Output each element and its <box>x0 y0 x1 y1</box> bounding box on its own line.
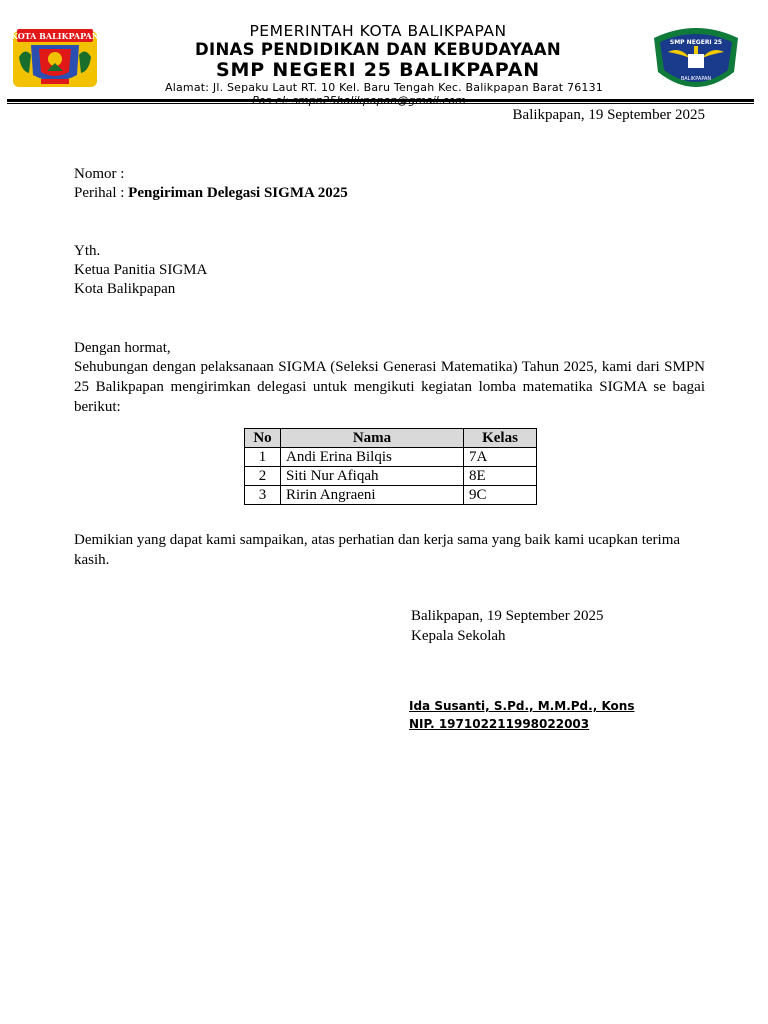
recipient-title: Ketua Panitia SIGMA <box>74 262 208 278</box>
department-name: DINAS PENDIDIKAN DAN KEBUDAYAAN <box>195 40 561 59</box>
signature-position: Kepala Sekolah <box>411 628 506 644</box>
table-header-row <box>245 429 537 448</box>
closing-paragraph: Demikian yang dapat kami sampaikan, atas perhatian dan kerja sama yang baik kami ucapkan terima kasih. <box>74 532 681 568</box>
cell-no: 3 <box>245 486 281 505</box>
header-nama: Nama <box>281 429 464 448</box>
city-crest-icon <box>11 27 99 89</box>
letterhead-rule-thin <box>7 103 754 104</box>
perihal-value: Pengiriman Delegasi SIGMA 2025 <box>128 185 348 201</box>
perihal-line <box>74 184 348 203</box>
signature-name: Ida Susanti, S.Pd., M.M.Pd., Kons <box>409 699 635 713</box>
signature-date: Balikpapan, 19 September 2025 <box>411 608 604 624</box>
delegation-table <box>244 428 537 505</box>
cell-nama: Ririn Angraeni <box>281 486 464 505</box>
nomor-line <box>74 165 124 184</box>
city-crest-label: KOTA BALIKPAPAN <box>11 31 99 41</box>
letterhead-rule-thick <box>7 99 754 102</box>
cell-nama: Siti Nur Afiqah <box>281 467 464 486</box>
letter-date: Balikpapan, 19 September 2025 <box>512 107 705 123</box>
signature-nip: NIP. 197102211998022003 <box>409 717 590 731</box>
school-emblem-sublabel: BALIKPAPAN <box>680 76 712 82</box>
school-address: Alamat: Jl. Sepaku Laut RT. 10 Kel. Baru Tengah Kec. Balikpapan Barat 76131 <box>164 81 603 94</box>
recipient-location: Kota Balikpapan <box>74 281 176 297</box>
greeting: Dengan hormat, <box>74 340 171 356</box>
school-name: SMP NEGERI 25 BALIKPAPAN <box>216 59 540 81</box>
recipient-salutation: Yth. <box>74 243 101 259</box>
cell-kelas: 8E <box>464 467 537 486</box>
table-row <box>245 467 537 486</box>
header-no: No <box>245 429 281 448</box>
cell-kelas: 9C <box>464 486 537 505</box>
header-kelas: Kelas <box>464 429 537 448</box>
school-emblem-icon <box>650 24 742 96</box>
school-emblem-label: SMP NEGERI 25 <box>669 39 723 46</box>
letterhead <box>0 18 768 104</box>
letterhead-text <box>108 23 648 107</box>
nomor-label: Nomor : <box>74 166 125 182</box>
cell-kelas: 7A <box>464 448 537 467</box>
cell-no: 1 <box>245 448 281 467</box>
cell-no: 2 <box>245 467 281 486</box>
body-paragraph: Sehubungan dengan pelaksanaan SIGMA (Seleksi Generasi Matematika) Tahun 2025, kami dari SMPN 25 Balikpapan mengirimkan delegasi untuk mengikuti kegiatan lomba matematika SIGMA se bagai berikut: <box>74 359 705 415</box>
perihal-label: Perihal : <box>74 185 125 201</box>
cell-nama: Andi Erina Bilqis <box>281 448 464 467</box>
table-row <box>245 448 537 467</box>
table-row <box>245 486 537 505</box>
government-name: PEMERINTAH KOTA BALIKPAPAN <box>249 22 507 40</box>
